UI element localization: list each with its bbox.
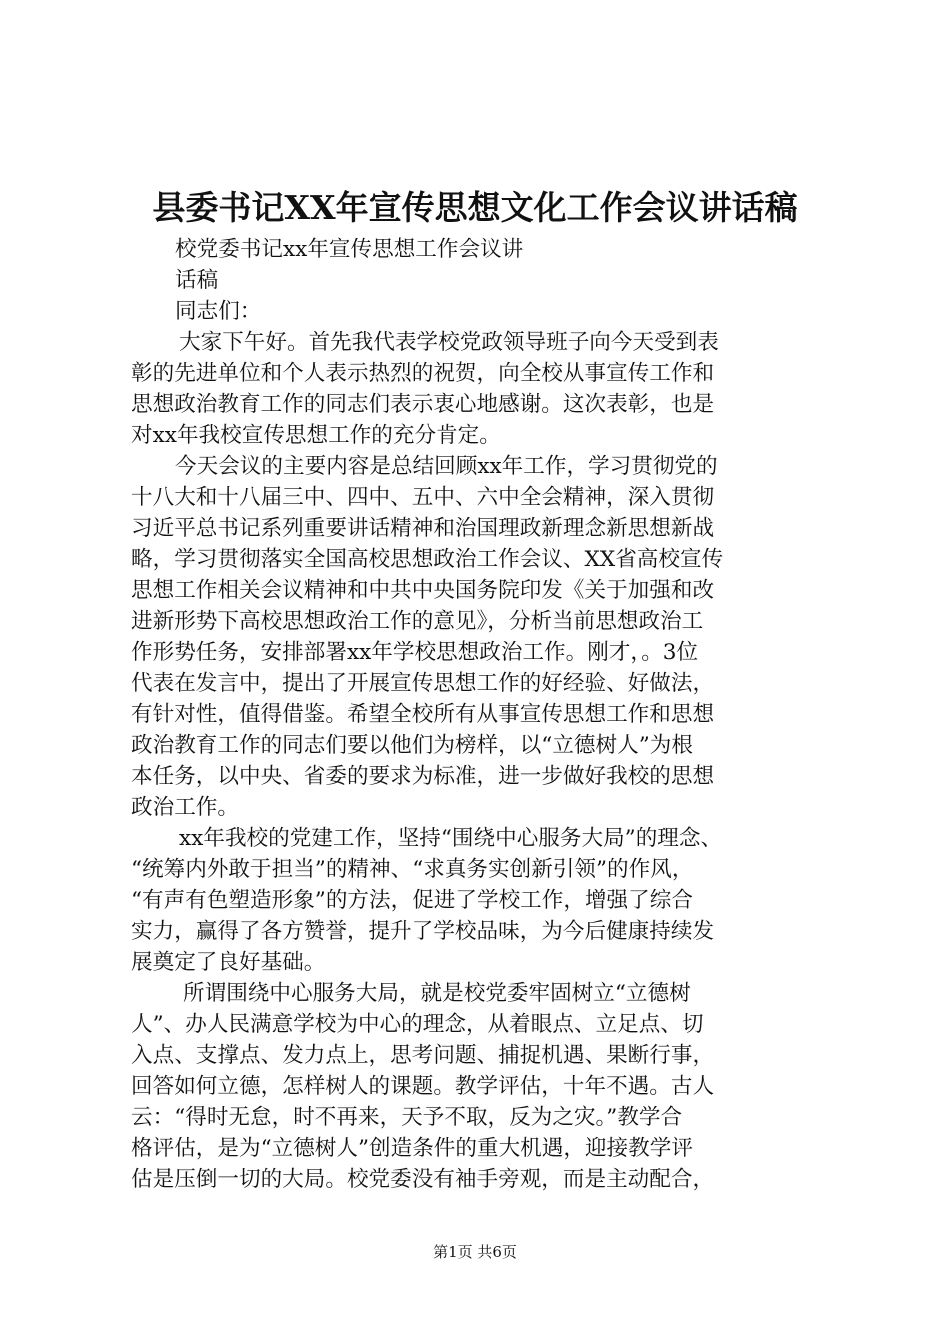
- text-line: 略，学习贯彻落实全国高校思想政治工作会议、XX省高校宣传: [131, 547, 724, 572]
- text-line: 人”、办人民满意学校为中心的理念，从着眼点、立足点、切: [131, 1012, 704, 1037]
- text-line: “统筹内外敢于担当”的精神、“求真务实创新引领”的作风，: [131, 857, 694, 882]
- text-line: 彰的先进单位和个人表示热烈的祝贺，向全校从事宣传工作和: [131, 361, 715, 386]
- text-line: 思想政治教育工作的同志们表示衷心地感谢。这次表彰，也是: [131, 392, 715, 417]
- text-line: “有声有色塑造形象”的方法，促进了学校工作，增强了综合: [131, 888, 693, 913]
- text-line: 所谓围绕中心服务大局，就是校党委牢固树立“立德树: [183, 981, 691, 1006]
- text-line: 话稿: [175, 268, 219, 293]
- text-line: 同志们：: [175, 299, 262, 324]
- text-line: 本任务，以中央、省委的要求为标准，进一步做好我校的思想: [131, 764, 715, 789]
- text-line: 有针对性，值得借鉴。希望全校所有从事宣传思想工作和思想: [131, 702, 715, 727]
- text-line: 十八大和十八届三中、四中、五中、六中全会精神，深入贯彻: [131, 485, 715, 510]
- text-line: 对xx年我校宣传思想工作的充分肯定。: [131, 423, 501, 448]
- text-line: 云：“得时无怠，时不再来，天予不取，反为之灾。”教学合: [131, 1105, 683, 1130]
- text-line: 校党委书记xx年宣传思想工作会议讲: [175, 237, 524, 262]
- text-line: 入点、支撑点、发力点上，思考问题、捕捉机遇、果断行事，: [131, 1043, 715, 1068]
- text-line: 进新形势下高校思想政治工作的意见》，分析当前思想政治工: [131, 609, 704, 634]
- document-body: [131, 234, 831, 1195]
- text-line: 展奠定了良好基础。: [131, 950, 326, 975]
- document-title: 县委书记XX年宣传思想文化工作会议讲话稿: [152, 188, 798, 227]
- text-line: 大家下午好。首先我代表学校党政领导班子向今天受到表: [179, 330, 719, 355]
- text-line: xx年我校的党建工作，坚持“围绕中心服务大局”的理念、: [179, 826, 723, 851]
- text-line: 思想工作相关会议精神和中共中央国务院印发《关于加强和改: [131, 578, 715, 603]
- text-line: 习近平总书记系列重要讲话精神和治国理政新理念新思想新战: [131, 516, 715, 541]
- text-line: 实力，赢得了各方赞誉，提升了学校品味，为今后健康持续发: [131, 919, 715, 944]
- text-line: 估是压倒一切的大局。校党委没有袖手旁观，而是主动配合，: [131, 1167, 715, 1192]
- text-line: 政治教育工作的同志们要以他们为榜样，以“立德树人”为根: [131, 733, 693, 758]
- text-line: 格评估，是为“立德树人”创造条件的重大机遇，迎接教学评: [131, 1136, 693, 1161]
- text-line: 回答如何立德，怎样树人的课题。教学评估，十年不遇。古人: [131, 1074, 715, 1099]
- text-line: 今天会议的主要内容是总结回顾xx年工作，学习贯彻党的: [175, 454, 718, 479]
- text-line: 政治工作。: [131, 795, 239, 820]
- text-line: 作形势任务，安排部署xx年学校思想政治工作。刚才，。3位: [131, 640, 699, 665]
- text-line: 代表在发言中，提出了开展宣传思想工作的好经验、好做法，: [131, 671, 715, 696]
- page-number-footer: 第1页 共6页: [433, 1243, 517, 1261]
